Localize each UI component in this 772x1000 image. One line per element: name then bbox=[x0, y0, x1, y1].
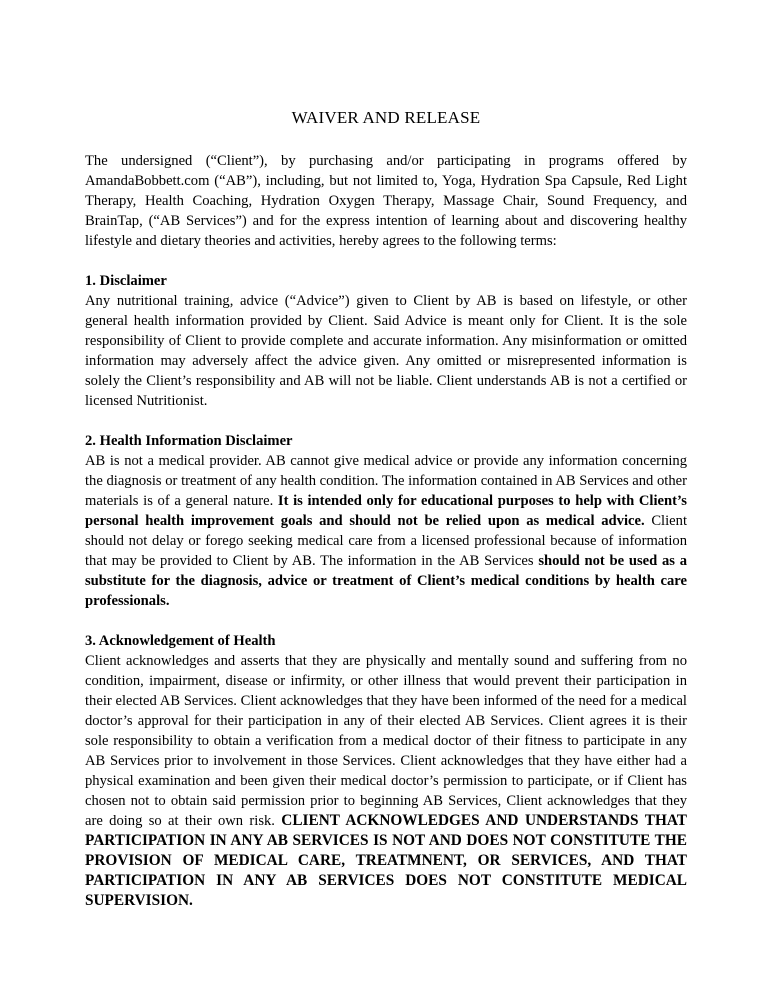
section-heading: 3. Acknowledgement of Health bbox=[85, 633, 276, 649]
bold-text: should not be used as a substitute for the diagnosis, advice or treatment of Client’s medical conditions by health care professionals. bbox=[85, 553, 687, 609]
bold-caps-text: CLIENT ACKNOWLEDGES AND UNDERSTANDS THAT PARTICIPATION IN ANY AB SERVICES IS NOT AND DOES NOT CONSTITUTE THE PROVISION OF MEDICAL CARE, TREATMNENT, OR SERVICES, AND THAT PARTICIPATION IN ANY AB SERVICES DOES NOT CONSTITUTE MEDICAL SUPERVISION. bbox=[85, 812, 687, 909]
body-text: Client should not delay or forego seeking medical care from a licensed professional because of information that may be provided to Client by AB. The information in the AB Services bbox=[85, 513, 687, 569]
document-title: WAIVER AND RELEASE bbox=[291, 108, 481, 127]
section-body: Any nutritional training, advice (“Advice”) given to Client by AB is based on lifestyle, or other general health information provided by Client. Said Advice is meant only for Client. It is the sole responsibility of Client to provide complete and accurate information. Any misinformation or omitted information may adversely affect the advice given. Any omitted or misrepresented information is solely the Client’s responsibility and AB will not be liable. Client understands AB is not a certified or licensed Nutritionist. bbox=[85, 293, 687, 409]
section-acknowledgement-of-health bbox=[85, 631, 687, 911]
section-disclaimer bbox=[85, 271, 687, 411]
bold-text: It is intended only for educational purposes to help with Client’s personal health improvement goals and should not be relied upon as medical advice. bbox=[85, 493, 687, 529]
section-body bbox=[85, 451, 687, 611]
intro-paragraph: The undersigned (“Client”), by purchasing and/or participating in programs offered by AmandaBobbett.com (“AB”), including, but not limited to, Yoga, Hydration Spa Capsule, Red Light Therapy, Health Coaching, Hydration Oxygen Therapy, Massage Chair, Sound Frequency, and BrainTap, (“AB Services”) and for the express intention of learning about and discovering healthy lifestyle and dietary theories and activities, hereby agrees to the following terms: bbox=[85, 153, 687, 249]
section-heading: 2. Health Information Disclaimer bbox=[85, 433, 293, 449]
body-text: Client acknowledges and asserts that they are physically and mentally sound and suffering from no condition, impairment, disease or infirmity, or other illness that would prevent their participation in their elected AB Services. Client acknowledges that they have been informed of the need for a medical doctor’s approval for their participation in any of their elected AB Services. Client agrees it is their sole responsibility to obtain a verification from a medical doctor of their fitness to participate in any AB Services prior to involvement in those Services. Client acknowledges that they have either had a physical examination and been given their medical doctor’s permission to participate, or if Client has chosen not to obtain said permission prior to beginning AB Services, Client acknowledges that they are doing so at their own risk. bbox=[85, 653, 687, 829]
section-heading: 1. Disclaimer bbox=[85, 273, 167, 289]
section-health-information-disclaimer bbox=[85, 431, 687, 611]
section-body bbox=[85, 651, 687, 911]
body-text: AB is not a medical provider. AB cannot give medical advice or provide any information concerning the diagnosis or treatment of any health condition. The information contained in AB Services and other materials is of a general nature. bbox=[85, 453, 687, 509]
